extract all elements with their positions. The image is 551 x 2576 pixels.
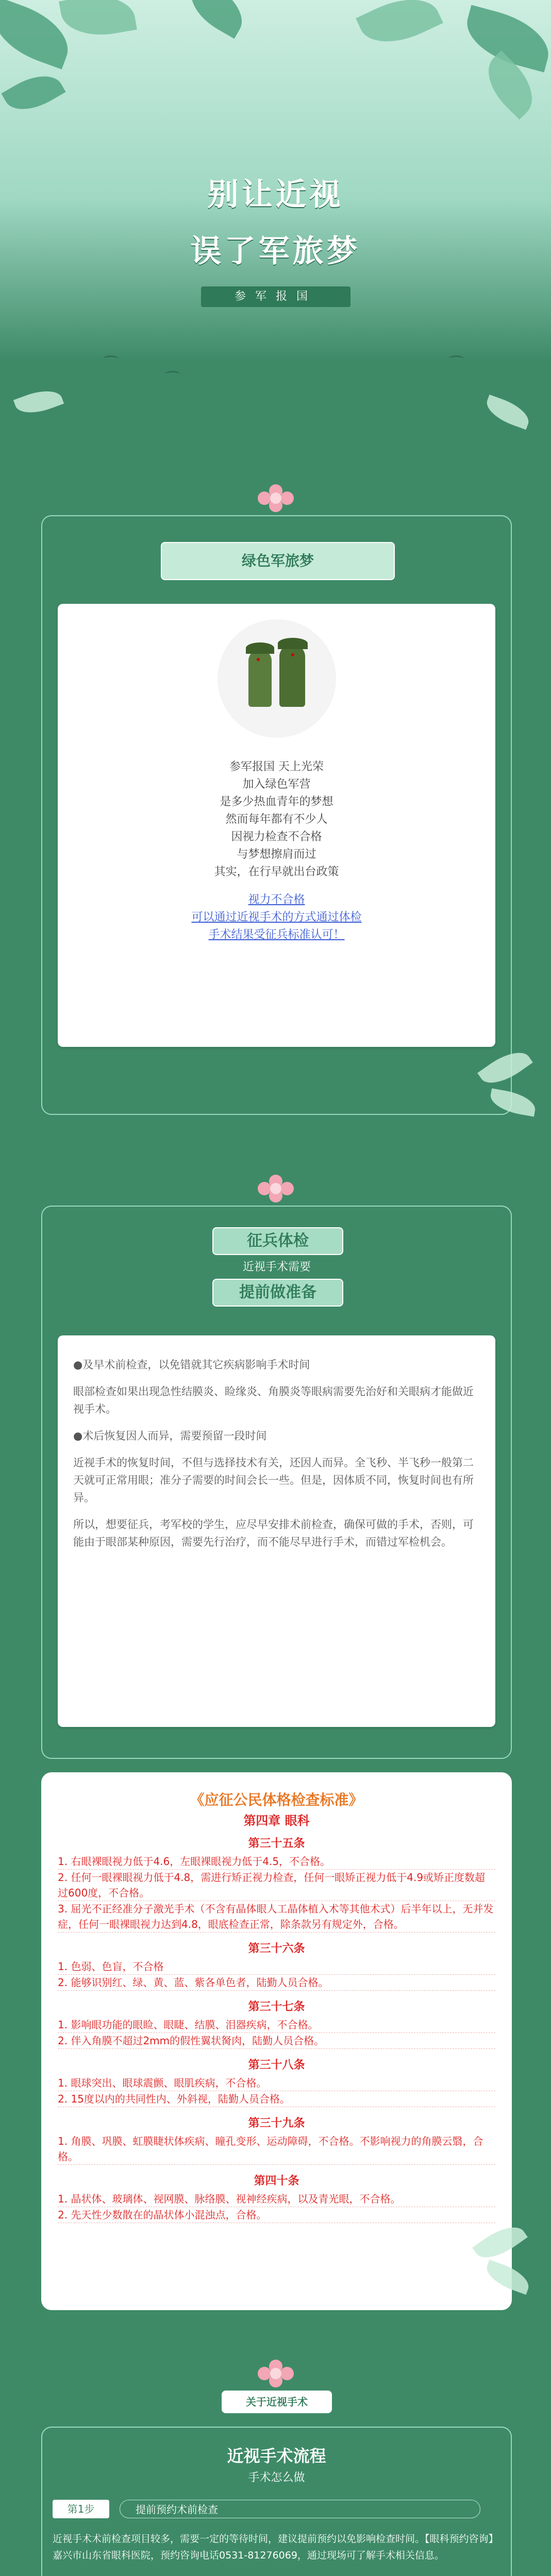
standards-title: 《应征公民体格检查标准》 [190,1791,363,1808]
poem-line: 与梦想擦肩而过 [237,848,316,861]
standards-list [58,1827,495,2223]
article-row: 1. 右眼裸眼视力低于4.6，左眼裸眼视力低于4.5，不合格。 [58,1854,495,1870]
exam-subtag: 近视手术需要 [242,1261,311,1274]
section-tag: 绿色军旅梦 [161,542,395,580]
article-head: 第三十九条 [248,2117,305,2130]
exam-tag: 征兵体检 [212,1227,343,1255]
section-standards [41,1772,512,2310]
surgery-tag: 关于近视手术 [222,2391,332,2413]
leaf-decoration [13,384,64,419]
page-title-line2: 误了军旅梦 [190,233,361,269]
article-head: 第三十六条 [248,1942,305,1955]
policy-link[interactable]: 可以通过近视手术的方式通过体检 [191,911,362,924]
poem-line: 其实，在行早就出台政策 [214,866,339,878]
section-green-dream [41,515,512,1115]
article-head: 第四十条 [254,2175,299,2188]
exam-paragraph: 眼部检查如果出现急性结膜炎、睑缘炎、角膜炎等眼病需要先治好和关眼病才能做近视手术。 [73,1385,474,1415]
flower-icon [258,1175,294,1204]
poem-line: 是多少热血青年的梦想 [220,795,333,808]
step-name: 提前预约术前检查 [120,2500,480,2518]
page-title-line1: 别让近视 [207,177,344,213]
article-head: 第三十五条 [248,1837,305,1850]
bird-icon [448,355,464,362]
standards-subtitle: 第四章 眼科 [243,1814,310,1828]
article-head: 第三十七条 [248,2001,305,2013]
exam-text-card [58,1335,495,1727]
article-row: 2. 15度以内的共同性内、外斜视，陆勤人员合格。 [58,2091,495,2107]
bird-icon [103,355,119,362]
process-subtitle: 手术怎么做 [248,2471,305,2484]
policy-link[interactable]: 手术结果受征兵标准认可！ [208,928,345,941]
step-label: 第1步 [53,2500,109,2518]
process-title: 近视手术流程 [227,2446,326,2466]
flower-icon [258,2360,294,2388]
article-row: 1. 角膜、巩膜、虹膜睫状体疾病、瞳孔变形、运动障碍，不合格。不影响视力的角膜云翳，合格。 [58,2133,495,2165]
article-row: 2. 伴入角膜不超过2mm的假性翼状胬肉，陆勤人员合格。 [58,2033,495,2049]
article-row: 1. 眼球突出、眼球震颤、眼肌疾病，不合格。 [58,2075,495,2091]
article-row: 1. 影响眼功能的眼睑、眼睫、结膜、泪器疾病，不合格。 [58,2017,495,2033]
soldier-illustration [218,619,336,738]
exam-paragraph: 所以，想要征兵，考军校的学生，应尽早安排术前检查，确保可做的手术，否则，可能由于眼部某种原因，需要先行治疗，而不能尽早进行手术，而错过军检机会。 [73,1518,474,1548]
article-row: 2. 任何一眼裸眼视力低于4.8，需进行矫正视力检查，任何一眼矫正视力低于4.9或矫正度数超过600度，不合格。 [58,1870,495,1901]
article-row: 2. 先天性少数散在的晶状体小混浊点，合格。 [58,2207,495,2223]
page-subtitle: 参军报国 [201,286,350,307]
section-surgery-process [41,2427,512,2576]
exam-tag: 提前做准备 [212,1279,343,1307]
leaf-decoration [482,395,533,430]
poem-line: 加入绿色军营 [242,778,311,791]
article-head: 第三十八条 [248,2059,305,2072]
flower-icon [258,484,294,513]
poem-block [58,758,495,944]
exam-paragraph: ●及早术前检查，以免错就其它疾病影响手术时间 [73,1359,310,1371]
article-row: 1. 色弱、色盲，不合格 [58,1959,495,1975]
policy-link[interactable]: 视力不合格 [248,893,305,906]
exam-paragraph: 近视手术的恢复时间，不但与选择技术有关，还因人而异。全飞秒、半飞秒一般第二天就可正常用眼；准分子需要的时间会长一些。但是，因体质不同，恢复时间也有所异。 [73,1456,474,1504]
bird-icon [165,371,180,378]
poem-line: 参军报国 天上光荣 [229,760,324,773]
section-physical-exam [41,1206,512,1759]
article-row: 2. 能够识别红、绿、黄、蓝、紫各单色者，陆勤人员合格。 [58,1975,495,1991]
exam-paragraph: ●术后恢复因人而异，需要预留一段时间 [73,1430,267,1442]
poem-card [58,604,495,1047]
poem-line: 然而每年都有不少人 [225,813,328,826]
article-row: 1. 晶状体、玻璃体、视网膜、脉络膜、视神经疾病，以及青光眼，不合格。 [58,2191,495,2207]
poem-line: 因视力检查不合格 [231,831,322,843]
article-row: 3. 屈光不正经准分子激光手术（不含有晶体眼人工晶体植入术等其他术式）后半年以上，无并发症，任何一眼裸眼视力达到4.8，眼底检查正常，除条款另有规定外，合格。 [58,1901,495,1933]
step-text: 近视手术术前检查项目较多，需要一定的等待时间，建议提前预约以免影响检查时间。【眼科预约咨询】嘉兴市山东省眼科医院，预约咨询电话0531-81276069，通过现场可了解手术相关信息。 [53,2533,494,2561]
